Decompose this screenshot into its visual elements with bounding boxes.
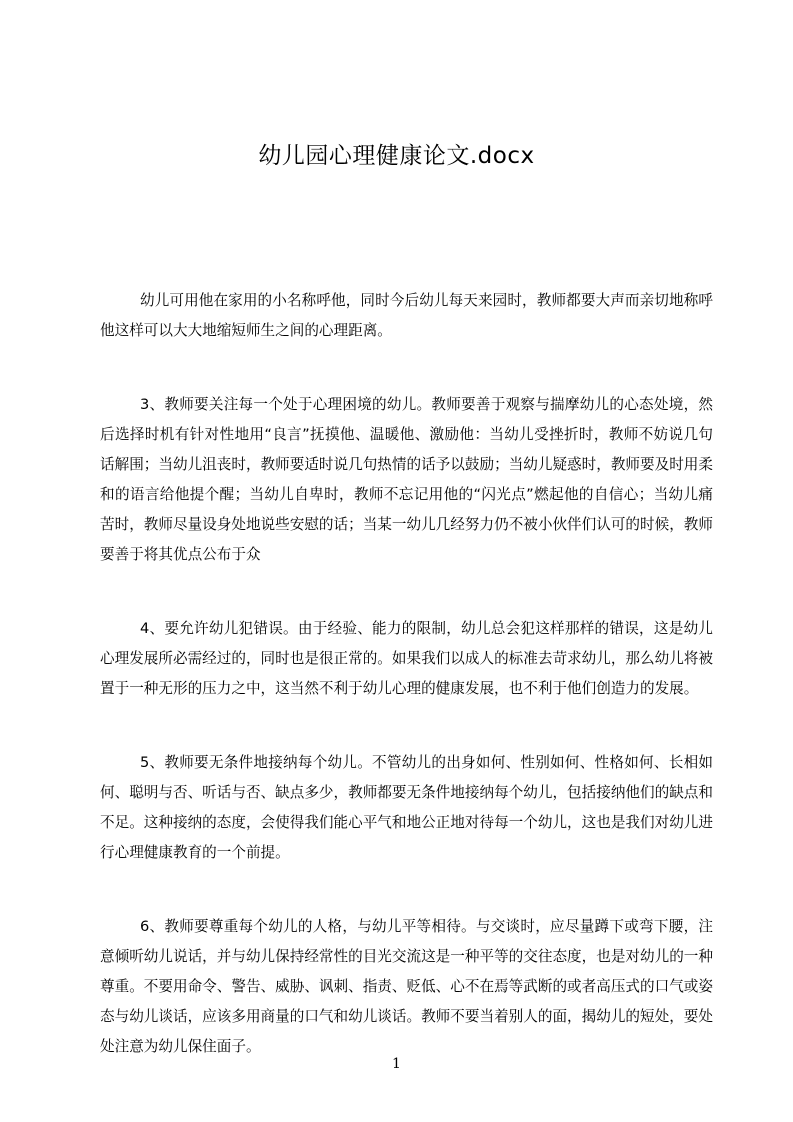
paragraph: 6、教师要尊重每个幼儿的人格，与幼儿平等相待。与交谈时，应尽量蹲下或弯下腰，注意倾听幼儿说话，并与幼儿保持经常性的目光交流这是一种平等的交往态度，也是对幼儿的一种尊重。不要用命令、警告、威胁、讽刺、指责、贬低、心不在焉等武断的或者高压式的口气或姿态与幼儿谈话，应该多用商量的口气和幼儿谈话。教师不要当着别人的面，揭幼儿的短处，要处处注意为幼儿保住面子。 (100, 918, 713, 1055)
document-title: 幼儿园心理健康论文.docx (258, 143, 535, 169)
document-body (100, 286, 713, 1106)
paragraph: 5、教师要无条件地接纳每个幼儿。不管幼儿的出身如何、性别如何、性格如何、长相如何、聪明与否、听话与否、缺点多少，教师都要无条件地接纳每个幼儿，包括接纳他们的缺点和不足。这种接纳的态度，会使得我们能心平气和地公正地对待每一个幼儿，这也是我们对幼儿进行心理健康教育的一个前提。 (100, 754, 713, 861)
paragraph: 3、教师要关注每一个处于心理困境的幼儿。教师要善于观察与揣摩幼儿的心态处境，然后选择时机有针对性地用“良言”抚摸他、温暖他、激励他：当幼儿受挫折时，教师不妨说几句话解围；当幼儿沮丧时，教师要适时说几句热情的话予以鼓励；当幼儿疑惑时，教师要及时用柔和的语言给他提个醒；当幼儿自卑时，教师不忘记用他的“闪光点”燃起他的自信心；当幼儿痛苦时，教师尽量设身处地说些安慰的话；当某一幼儿几经努力仍不被小伙伴们认可的时候，教师要善于将其优点公布于众 (100, 396, 713, 563)
page-number: 1 (392, 1056, 401, 1072)
paragraph: 幼儿可用他在家用的小名称呼他，同时今后幼儿每天来园时，教师都要大声而亲切地称呼他这样可以大大地缩短师生之间的心理距离。 (100, 292, 713, 339)
paragraph: 4、要允许幼儿犯错误。由于经验、能力的限制，幼儿总会犯这样那样的错误，这是幼儿心理发展所必需经过的，同时也是很正常的。如果我们以成人的标准去苛求幼儿，那么幼儿将被置于一种无形的压力之中，这当然不利于幼儿心理的健康发展，也不利于他们创造力的发展。 (100, 620, 713, 697)
